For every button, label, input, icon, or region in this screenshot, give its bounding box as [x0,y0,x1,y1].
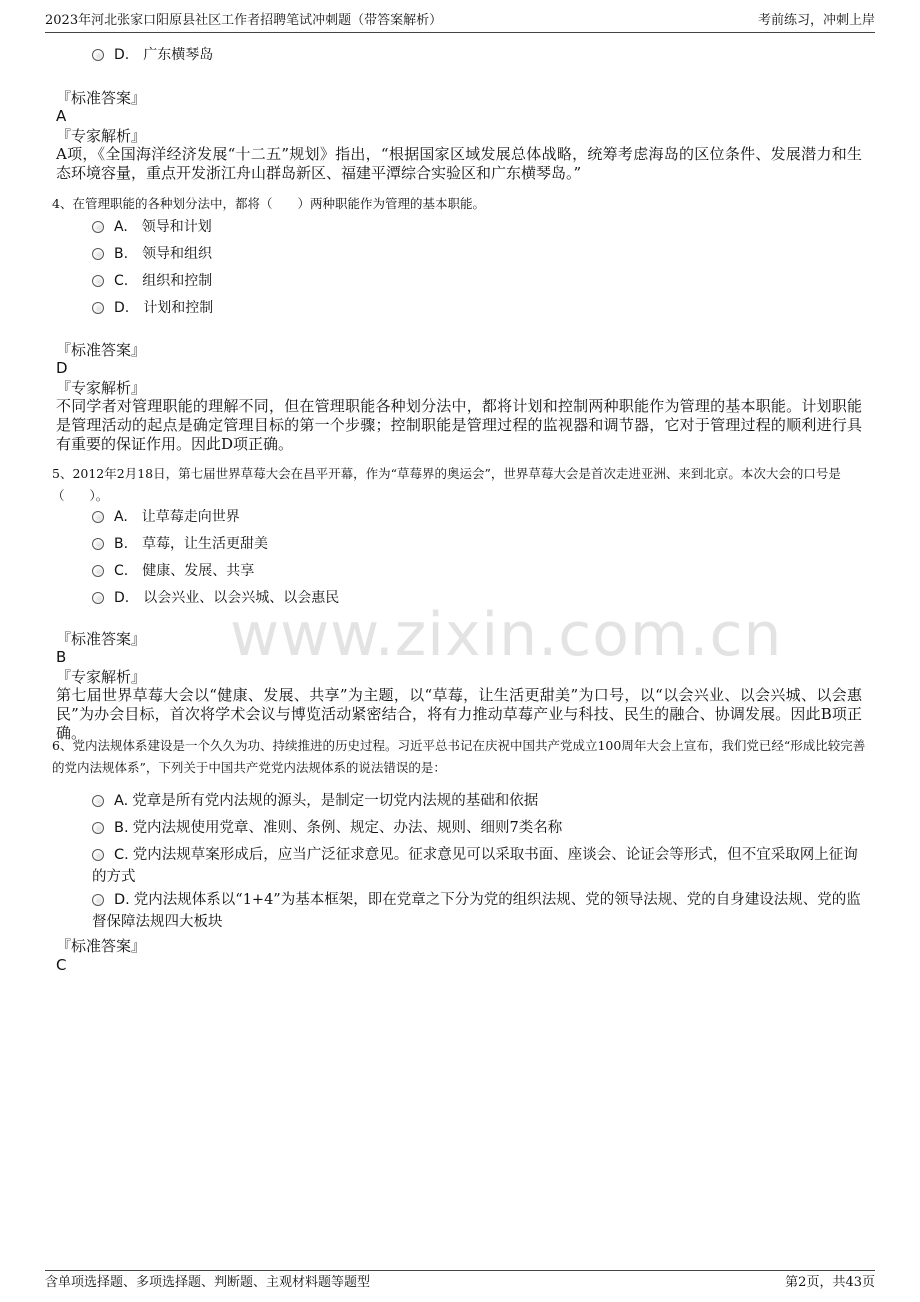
answer-label: 『标准答案』 [56,89,147,107]
analysis-label: 『专家解析』 [56,127,147,145]
radio-icon[interactable] [92,302,104,314]
q6-answer: C [56,956,67,974]
q5-option-c[interactable]: C. 健康、发展、共享 [92,560,254,582]
answer-label: 『标准答案』 [56,341,147,359]
q5-answer: B [56,648,67,666]
radio-icon[interactable] [92,275,104,287]
q6-option-a[interactable]: A. 党章是所有党内法规的源头，是制定一切党内法规的基础和依据 [92,790,868,812]
q3-answer: A [56,107,67,125]
analysis-label: 『专家解析』 [56,668,147,686]
page-header [45,10,875,33]
q5-stem: 5、2012年2月18日，第七届世界草莓大会在昌平开幕，作为“草莓界的奥运会”，世界草莓大会是首次走进亚洲、来到北京。本次大会的口号是（ ）。 [52,466,841,503]
radio-icon[interactable] [92,221,104,233]
q4-option-a[interactable]: A. 领导和计划 [92,216,212,238]
q5-option-a[interactable]: A. 让草莓走向世界 [92,506,240,528]
q6-option-b[interactable]: B. 党内法规使用党章、准则、条例、规定、办法、规则、细则7类名称 [92,817,868,839]
radio-icon[interactable] [92,795,104,807]
radio-icon[interactable] [92,565,104,577]
q3-analysis: A项，《全国海洋经济发展“十二五”规划》指出，“根据国家区域发展总体战略，统筹考虑海岛的区位条件、发展潜力和生态环境容量，重点开发浙江舟山群岛新区、福建平潭综合实验区和广东横琴岛。” [56,145,862,182]
radio-icon[interactable] [92,49,104,61]
header-slogan: 考前练习，冲刺上岸 [757,13,875,28]
analysis-label: 『专家解析』 [56,379,147,397]
q5-option-d[interactable]: D. 以会兴业、以会兴城、以会惠民 [92,587,339,609]
radio-icon[interactable] [92,592,104,604]
q6-option-d[interactable]: D. 党内法规体系以“1+4”为基本框架，即在党章之下分为党的组织法规、党的领导法规、党的自身建设法规、党的监督保障法规四大板块 [92,892,861,930]
footer-note: 含单项选择题、多项选择题、判断题、主观材料题等题型 [45,1275,371,1290]
q6-stem: 6、党内法规体系建设是一个久久为功、持续推进的历史过程。习近平总书记在庆祝中国共产党成立100周年大会上宣布，我们党已经“形成比较完善的党内法规体系”，下列关于中国共产党党内法规体系的说法错误的是： [52,738,866,775]
q4-analysis: 不同学者对管理职能的理解不同，但在管理职能各种划分法中，都将计划和控制两种职能作为管理的基本职能。计划职能是管理活动的起点是确定管理目标的第一个步骤；控制职能是管理过程的监视器和调节器，它对于管理过程的顺利进行具有重要的保证作用。因此D项正确。 [56,397,862,453]
answer-label: 『标准答案』 [56,937,147,955]
watermark: www.zixin.com.cn [230,600,783,670]
radio-icon[interactable] [92,538,104,550]
q5-option-b[interactable]: B. 草莓，让生活更甜美 [92,533,268,555]
radio-icon[interactable] [92,849,104,861]
page-footer [45,1270,875,1293]
answer-label: 『标准答案』 [56,630,147,648]
q5-analysis: 第七届世界草莓大会以“健康、发展、共享”为主题，以“草莓，让生活更甜美”为口号，以“以会兴业、以会兴城、以会惠民”为办会目标，首次将学术会议与博览活动紧密结合，将有力推动草莓产业与科技、民生的融合、协调发展。因此B项正确。 [56,686,862,742]
q6-option-c[interactable]: C. 党内法规草案形成后，应当广泛征求意见。征求意见可以采取书面、座谈会、论证会等形式，但不宜采取网上征询的方式 [92,847,858,885]
q4-stem: 4、在管理职能的各种划分法中，都将（ ）两种职能作为管理的基本职能。 [52,196,485,211]
q4-option-d[interactable]: D. 计划和控制 [92,297,213,319]
q3-option-d[interactable]: D. 广东横琴岛 [92,44,213,66]
radio-icon[interactable] [92,511,104,523]
radio-icon[interactable] [92,822,104,834]
q4-answer: D [56,359,68,377]
q4-option-c[interactable]: C. 组织和控制 [92,270,212,292]
document-title: 2023年河北张家口阳原县社区工作者招聘笔试冲刺题（带答案解析） [45,13,443,28]
radio-icon[interactable] [92,248,104,260]
q4-option-b[interactable]: B. 领导和组织 [92,243,212,265]
radio-icon[interactable] [92,894,104,906]
page-number: 第2页，共43页 [785,1275,875,1290]
